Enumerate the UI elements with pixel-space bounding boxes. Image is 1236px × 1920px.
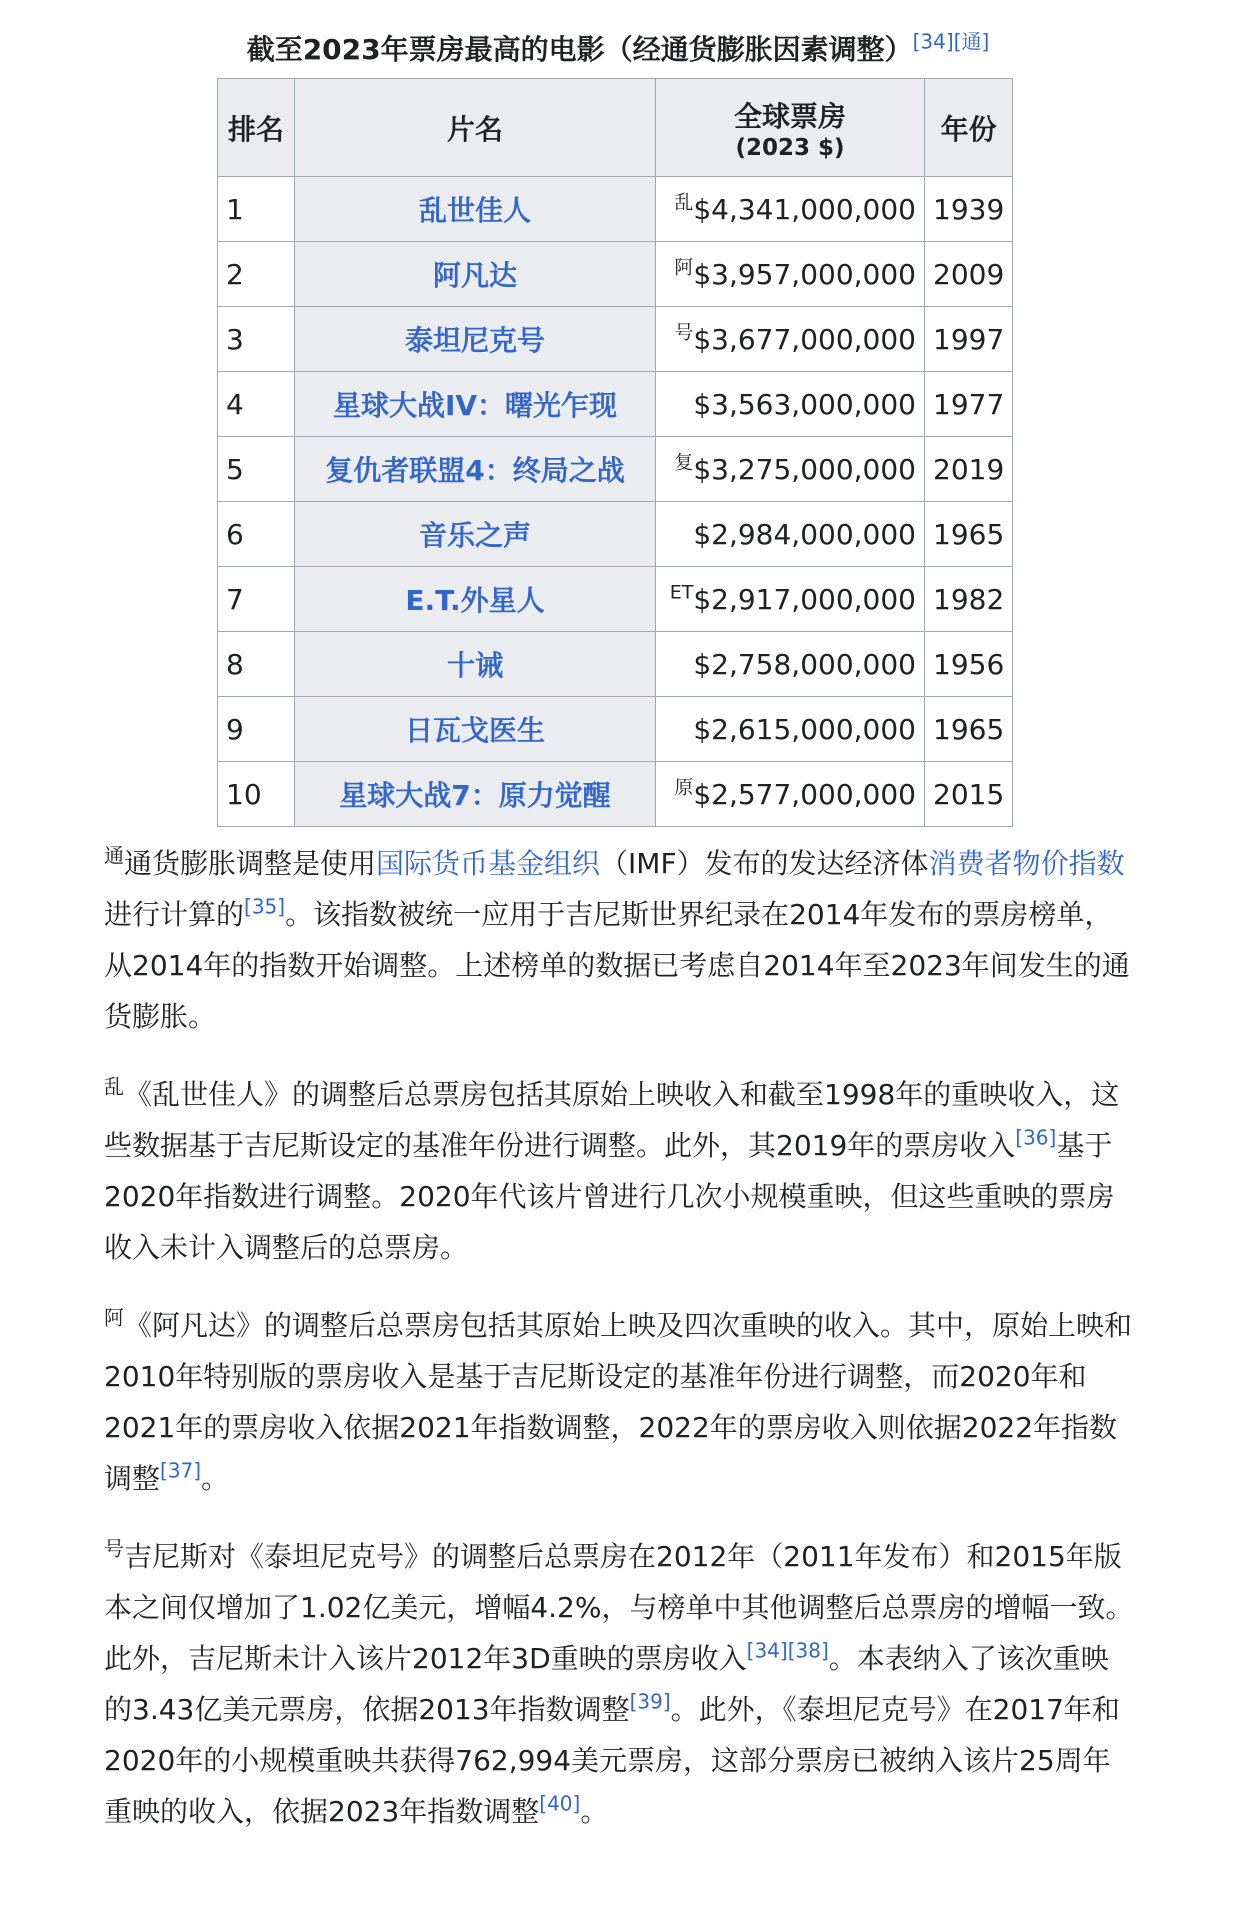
film-title-link[interactable]: 日瓦戈医生 [404, 714, 545, 747]
table-row [218, 177, 1013, 242]
note-mark: 号 [104, 1536, 124, 1561]
ref-link[interactable]: [38] [787, 1638, 829, 1663]
table-header-row [218, 79, 1013, 177]
gross-value: $2,758,000,000 [693, 647, 916, 681]
table-row [218, 762, 1013, 827]
title-cell [295, 567, 656, 632]
note-titanic [104, 1531, 1134, 1837]
table-caption [0, 28, 1236, 68]
year-cell: 1997 [925, 307, 1013, 372]
cpi-link[interactable]: 消费者物价指数 [928, 847, 1125, 880]
film-title-link[interactable]: 阿凡达 [432, 259, 517, 292]
footnote-mark[interactable]: 复 [674, 451, 694, 474]
header-title: 片名 [295, 79, 656, 177]
year-cell: 1939 [925, 177, 1013, 242]
footnote-mark[interactable]: ET [669, 581, 694, 604]
rank-cell: 4 [218, 372, 295, 437]
footnote-mark[interactable]: 号 [674, 321, 694, 344]
note-text: 通货膨胀调整是使用 [124, 847, 377, 880]
title-cell [295, 762, 656, 827]
note-text: 吉尼斯对《泰坦尼克号》的调整后总票房在2012年（2011年发布）和2015年版本之间仅增加了1.02亿美元，增幅4.2%，与榜单中其他调整后总票房的增幅一致。此外，吉尼斯未计入该片2012年3D重映的票房收入 [104, 1540, 1134, 1675]
gross-cell [656, 697, 925, 762]
gross-cell [656, 437, 925, 502]
film-title-link[interactable]: 音乐之声 [418, 519, 531, 552]
rank-cell: 7 [218, 567, 295, 632]
note-mark: 通 [104, 843, 124, 868]
note-text: 《阿凡达》的调整后总票房包括其原始上映及四次重映的收入。其中，原始上映和2010年特别版的票房收入是基于吉尼斯设定的基准年份进行调整，而2020年和2021年的票房收入依据2021年指数调整，2022年的票房收入则依据2022年指数调整 [104, 1309, 1133, 1495]
rank-cell: 2 [218, 242, 295, 307]
gross-value: $2,917,000,000 [693, 582, 916, 616]
gross-value: $2,577,000,000 [693, 777, 916, 811]
gross-value: $2,615,000,000 [693, 712, 916, 746]
rank-cell: 9 [218, 697, 295, 762]
note-text: 。 [201, 1462, 230, 1495]
table-row [218, 567, 1013, 632]
gross-cell [656, 242, 925, 307]
year-cell: 2009 [925, 242, 1013, 307]
rank-cell: 10 [218, 762, 295, 827]
caption-ref-links[interactable]: [34][通] [912, 29, 990, 54]
year-cell: 1982 [925, 567, 1013, 632]
note-text: 《乱世佳人》的调整后总票房包括其原始上映收入和截至1998年的重映收入，这些数据基于吉尼斯设定的基准年份进行调整。此外，其2019年的票房收入 [104, 1078, 1120, 1162]
ref-link[interactable]: [37] [160, 1458, 202, 1483]
year-cell: 1956 [925, 632, 1013, 697]
note-mark: 乱 [104, 1074, 124, 1099]
note-avatar [104, 1300, 1134, 1504]
gross-value: $3,957,000,000 [693, 257, 916, 291]
ref-link[interactable]: [34] [746, 1638, 788, 1663]
gross-value: $3,275,000,000 [693, 452, 916, 486]
header-gross-unit: (2023 $) [735, 134, 845, 161]
gross-cell [656, 567, 925, 632]
title-cell [295, 437, 656, 502]
year-cell: 2015 [925, 762, 1013, 827]
table-row [218, 437, 1013, 502]
ref-link[interactable]: [40] [539, 1791, 581, 1816]
gross-cell [656, 372, 925, 437]
rank-cell: 3 [218, 307, 295, 372]
title-cell [295, 242, 656, 307]
imf-link[interactable]: 国际货币基金组织 [376, 847, 601, 880]
title-cell [295, 372, 656, 437]
title-cell [295, 307, 656, 372]
ref-link[interactable]: [36] [1015, 1125, 1057, 1150]
title-cell [295, 632, 656, 697]
box-office-table [217, 78, 1013, 827]
rank-cell: 1 [218, 177, 295, 242]
note-text: 。此外，《泰坦尼克号》在2017年和2020年的小规模重映共获得762,994美元票房，这部分票房已被纳入该片25周年重映的收入，依据2023年指数调整 [104, 1693, 1120, 1828]
rank-cell: 8 [218, 632, 295, 697]
film-title-link[interactable]: 十诫 [446, 649, 503, 682]
note-text: 。本表纳入了该次重映的3.43亿美元票房，依据2013年指数调整 [104, 1642, 1109, 1726]
year-cell: 1965 [925, 502, 1013, 567]
gross-cell [656, 502, 925, 567]
footnote-mark[interactable]: 乱 [674, 191, 694, 214]
note-text: （IMF）发布的发达经济体 [600, 847, 929, 880]
gross-value: $4,341,000,000 [693, 192, 916, 226]
caption-text: 截至2023年票房最高的电影（经通货膨胀因素调整） [246, 33, 913, 66]
gross-cell [656, 307, 925, 372]
gross-value: $3,677,000,000 [693, 322, 916, 356]
ref-link[interactable]: [39] [629, 1689, 671, 1714]
note-text: 基于2020年指数进行调整。2020年代该片曾进行几次小规模重映，但这些重映的票房收入未计入调整后的总票房。 [104, 1129, 1115, 1264]
gross-cell [656, 632, 925, 697]
gross-value: $3,563,000,000 [693, 387, 916, 421]
footnote-mark[interactable]: 阿 [674, 256, 694, 279]
table-row [218, 697, 1013, 762]
title-cell [295, 502, 656, 567]
film-title-link[interactable]: 泰坦尼克号 [404, 324, 545, 357]
title-cell [295, 177, 656, 242]
note-text: 。 [580, 1795, 609, 1828]
rank-cell: 6 [218, 502, 295, 567]
note-text: 。该指数被统一应用于吉尼斯世界纪录在2014年发布的票房榜单，从2014年的指数开始调整。上述榜单的数据已考虑自2014年至2023年间发生的通货膨胀。 [104, 898, 1130, 1033]
year-cell: 1965 [925, 697, 1013, 762]
table-row [218, 502, 1013, 567]
note-inflation [104, 838, 1134, 1042]
header-gross-label: 全球票房 [733, 99, 846, 133]
table-row [218, 372, 1013, 437]
header-gross [656, 79, 925, 177]
header-year: 年份 [925, 79, 1013, 177]
year-cell: 2019 [925, 437, 1013, 502]
footnote-mark[interactable]: 原 [674, 776, 694, 799]
note-text: 进行计算的 [104, 898, 245, 931]
year-cell: 1977 [925, 372, 1013, 437]
ref-link[interactable]: [35] [244, 894, 286, 919]
film-title-link[interactable]: 复仇者联盟4：终局之战 [325, 454, 625, 487]
table-row [218, 242, 1013, 307]
film-title-link[interactable]: 乱世佳人 [418, 194, 531, 227]
header-rank: 排名 [218, 79, 295, 177]
table-row [218, 632, 1013, 697]
note-gone-with-the-wind [104, 1069, 1134, 1273]
gross-cell [656, 762, 925, 827]
gross-cell [656, 177, 925, 242]
note-mark: 阿 [104, 1305, 124, 1330]
film-title-link[interactable]: 星球大战IV：曙光乍现 [332, 389, 618, 422]
table-row [218, 307, 1013, 372]
film-title-link[interactable]: 星球大战7：原力觉醒 [339, 779, 611, 812]
film-title-link[interactable]: E.T.外星人 [405, 584, 545, 617]
gross-value: $2,984,000,000 [693, 517, 916, 551]
title-cell [295, 697, 656, 762]
footnotes [104, 838, 1134, 1864]
rank-cell: 5 [218, 437, 295, 502]
